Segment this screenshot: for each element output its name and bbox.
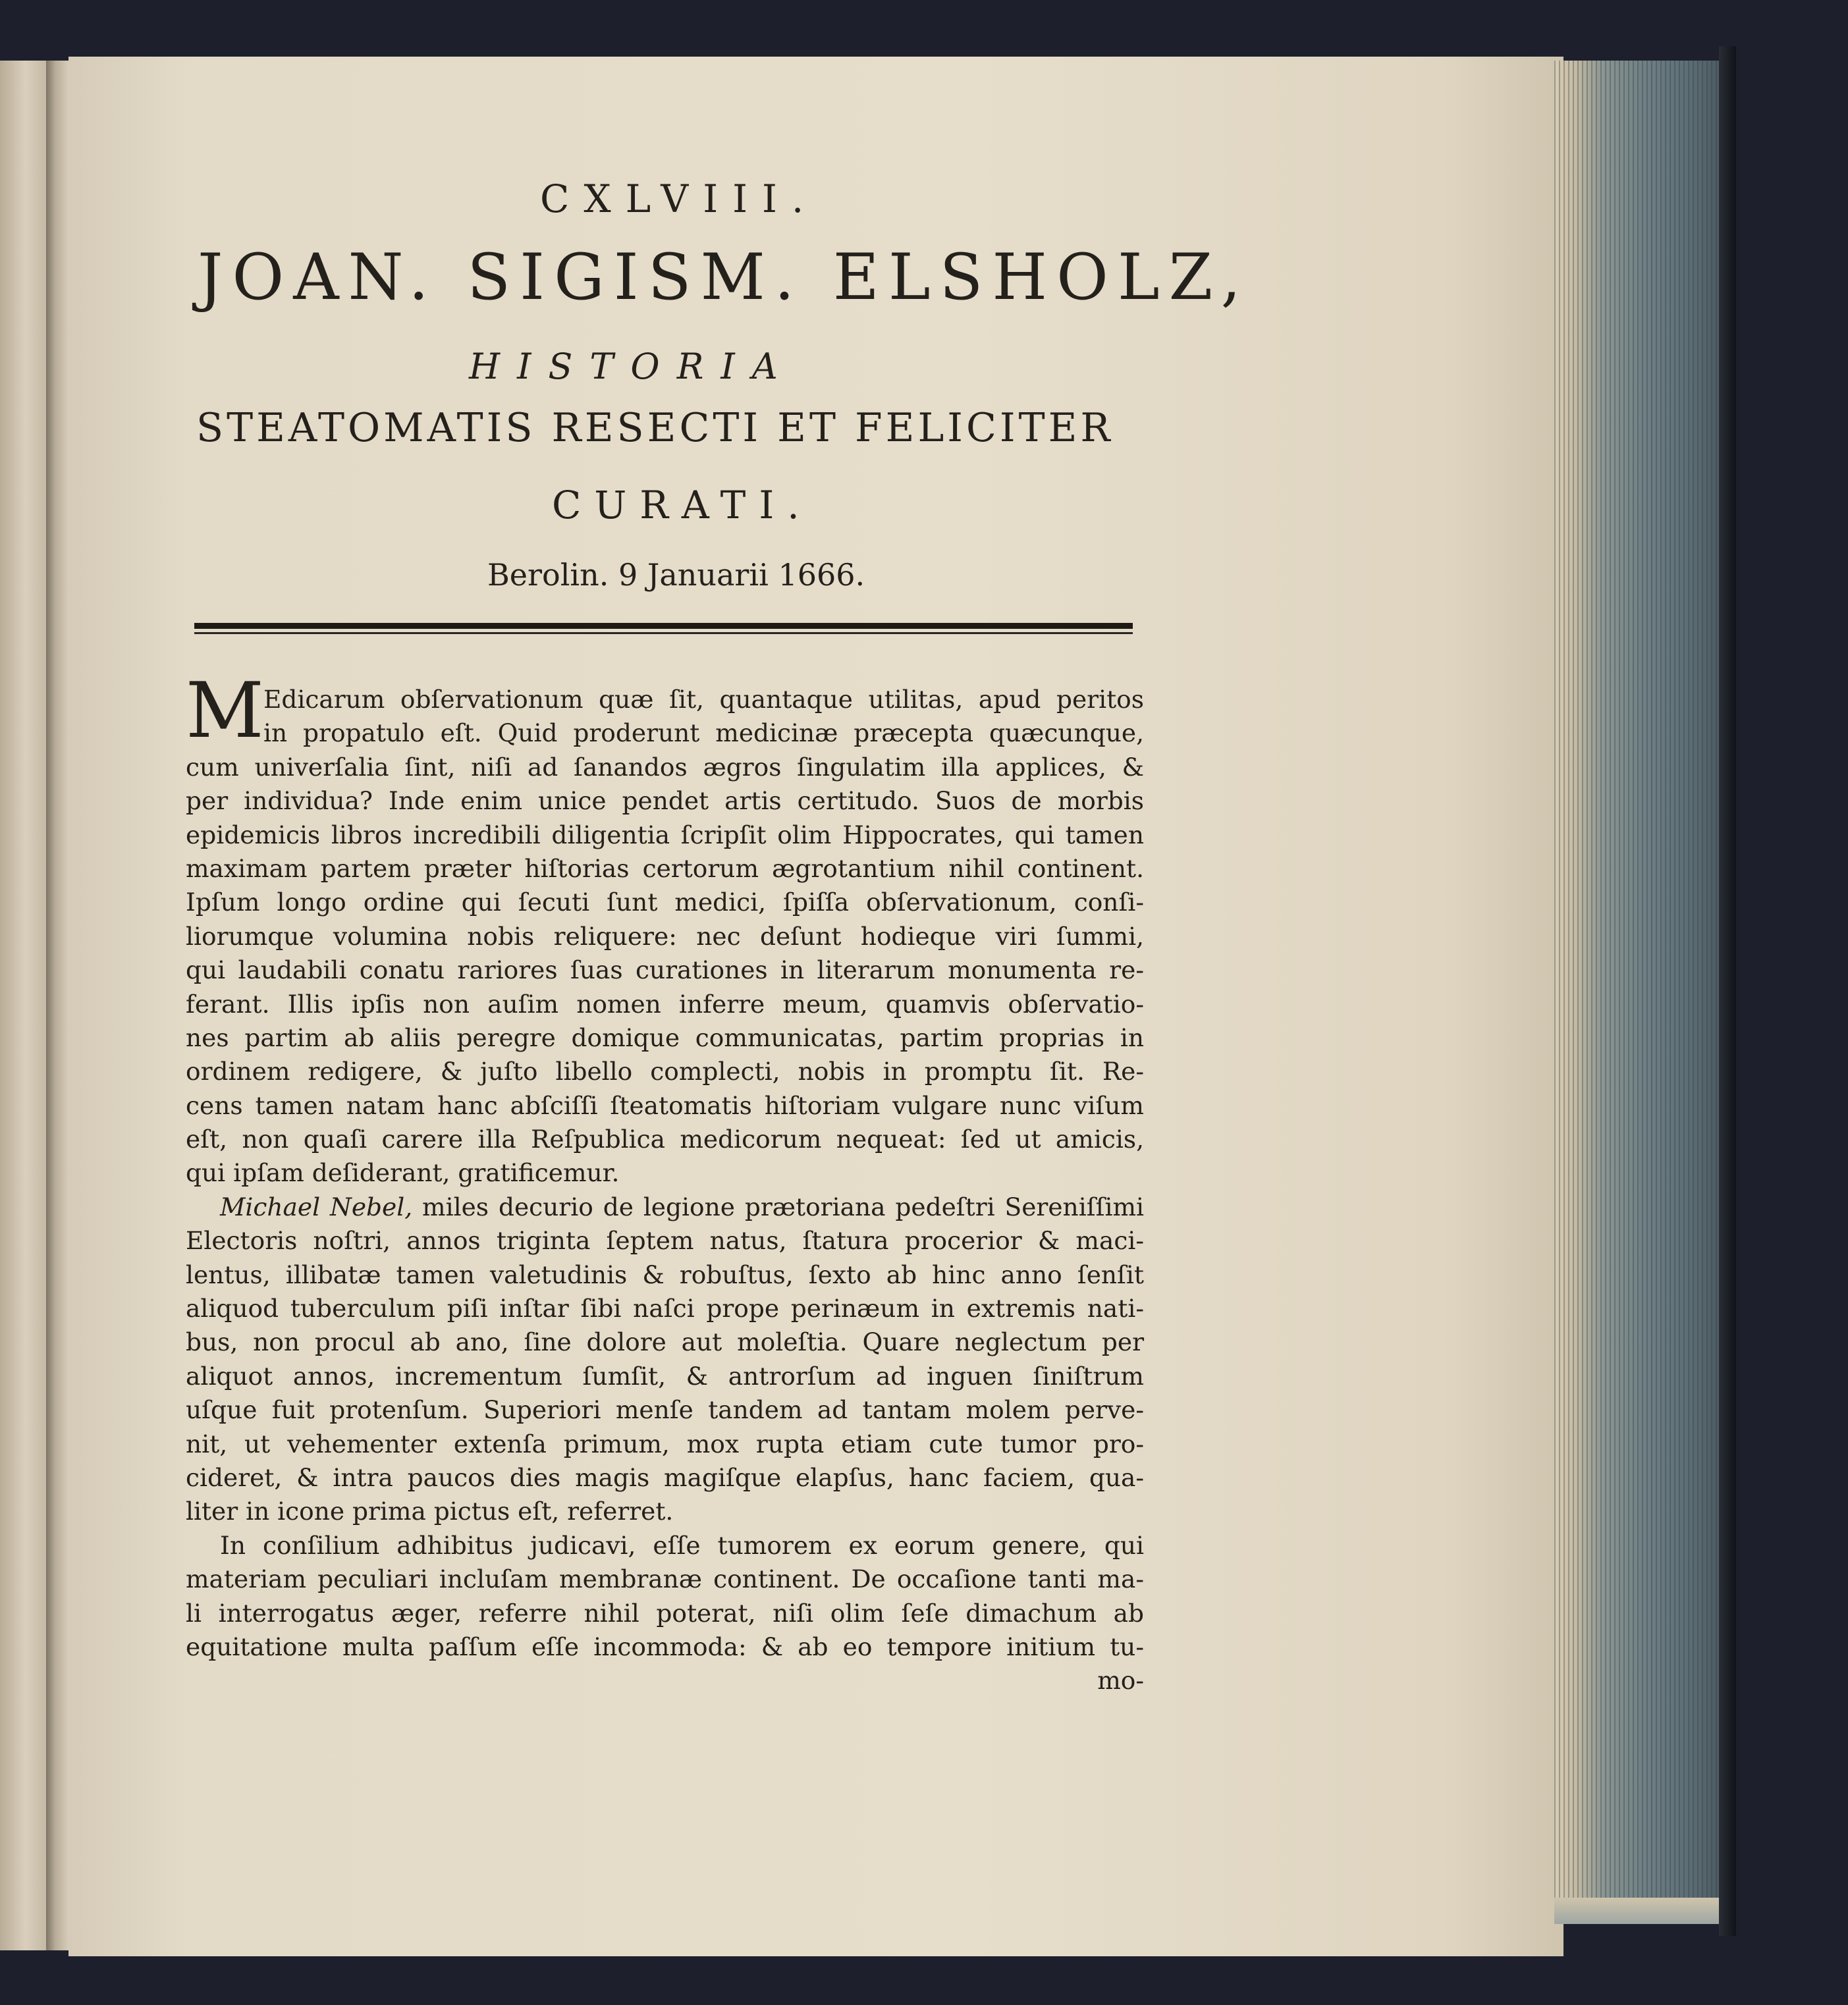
body-line: cens tamen natam hanc abſciſſi ſteatomatis hiſtoriam vulgare nunc viſum <box>186 1090 1144 1120</box>
body-line: bus, non procul ab ano, ſine dolore aut moleſtia. Quare neglectum per <box>186 1327 1144 1357</box>
date-line: Berolin. 9 Januarii 1666. <box>487 557 865 593</box>
body-line-rest: miles decurio de legione prætoriana pedeſtri Sereniſſimi <box>412 1192 1144 1221</box>
body-line: eſt, non quaſi carere illa Reſpublica medicorum nequeat: ſed ut amicis, <box>186 1125 1144 1154</box>
body-line: materiam peculiari incluſam membranæ continent. De occaſione tanti ma- <box>186 1564 1144 1594</box>
book-fore-edge <box>1554 61 1719 1898</box>
author-heading: JOAN. SIGISM. ELSHOLZ, <box>198 240 1251 314</box>
body-line: aliquod tuberculum piſi inſtar ſibi naſci prope perinæum in extremis nati- <box>186 1294 1144 1323</box>
body-line: cideret, & intra paucos dies magis magiſque elapſus, hanc faciem, qua- <box>186 1462 1144 1492</box>
body-line: liter in icone prima pictus eſt, referret. <box>186 1497 674 1526</box>
body-line: liorumque volumina nobis reliquere: nec deſunt hodieque viri ſummi, <box>186 921 1144 951</box>
body-line: Ipſum longo ordine qui ſecuti ſunt medici, ſpiſſa obſervationum, conſi- <box>186 888 1144 917</box>
body-line: aliquot annos, incrementum ſumſit, & antrorſum ad inguen ſiniſtrum <box>186 1361 1144 1391</box>
drop-capital: M <box>186 666 264 755</box>
title-heading-second-line: CURATI. <box>552 483 813 527</box>
binding-edge <box>1719 46 1736 1936</box>
patient-name: Michael Nebel, <box>220 1192 413 1221</box>
historia-heading: HISTORIA <box>469 346 795 387</box>
body-line: qui ipſam deſiderant, gratificemur. <box>186 1158 620 1188</box>
body-line: per individua? Inde enim unice pendet artis certitudo. Suos de morbis <box>186 786 1144 816</box>
body-line: li interrogatus æger, referre nihil poterat, niſi olim ſeſe dimachum ab <box>186 1598 1144 1628</box>
body-text <box>186 683 1144 1698</box>
book-edge-bottom <box>1554 1898 1719 1924</box>
body-line: In conſilium adhibitus judicavi, eſſe tumorem ex eorum genere, qui <box>220 1530 1144 1560</box>
body-line: Edicarum obſervationum quæ ſit, quantaque utilitas, apud peritos <box>263 685 1144 714</box>
body-line: lentus, illibatæ tamen valetudinis & robuſtus, ſexto ab hinc anno ſenſit <box>186 1260 1144 1289</box>
body-line: ordinem redigere, & juſto libello complecti, nobis in promptu ſit. Re- <box>186 1057 1144 1086</box>
body-line: nit, ut vehementer extenſa primum, mox rupta etiam cute tumor pro- <box>186 1429 1144 1458</box>
body-line: in propatulo eſt. Quid proderunt medicinæ præcepta quæcunque, <box>263 718 1144 748</box>
left-facing-page <box>0 61 46 1950</box>
body-line: uſque fuit protenſum. Superiori menſe tandem ad tantam molem perve- <box>186 1395 1144 1425</box>
body-line: nes partim ab aliis peregre domique communicatas, partim proprias in <box>186 1023 1144 1052</box>
body-line: ferant. Illis ipſis non auſim nomen inferre meum, quamvis obſervatio- <box>186 989 1144 1019</box>
section-number: CXLVIII. <box>540 176 819 221</box>
body-line: equitatione multa paſſum eſſe incommoda: & ab eo tempore initium tu- <box>186 1632 1144 1661</box>
body-line: cum univerſalia ſint, niſi ad ſanandos ægros ſingulatim illa applices, & <box>186 752 1144 782</box>
body-line: qui laudabili conatu rariores ſuas curationes in literarum monumenta re- <box>186 955 1144 985</box>
body-line: epidemicis libros incredibili diligentia ſcripſit olim Hippocrates, qui tamen <box>186 820 1144 849</box>
body-line: Electoris noſtri, annos triginta ſeptem natus, ſtatura procerior & maci- <box>186 1226 1144 1256</box>
gutter-fold <box>46 61 68 1950</box>
body-line <box>186 1190 1144 1224</box>
heading-rule-thin <box>194 632 1133 634</box>
catchword: mo- <box>1097 1666 1144 1696</box>
title-heading: STEATOMATIS RESECTI ET FELICITER <box>196 405 1114 451</box>
heading-rule-thick <box>194 623 1133 629</box>
body-line: maximam partem præter hiſtorias certorum ægrotantium nihil continent. <box>186 853 1144 883</box>
